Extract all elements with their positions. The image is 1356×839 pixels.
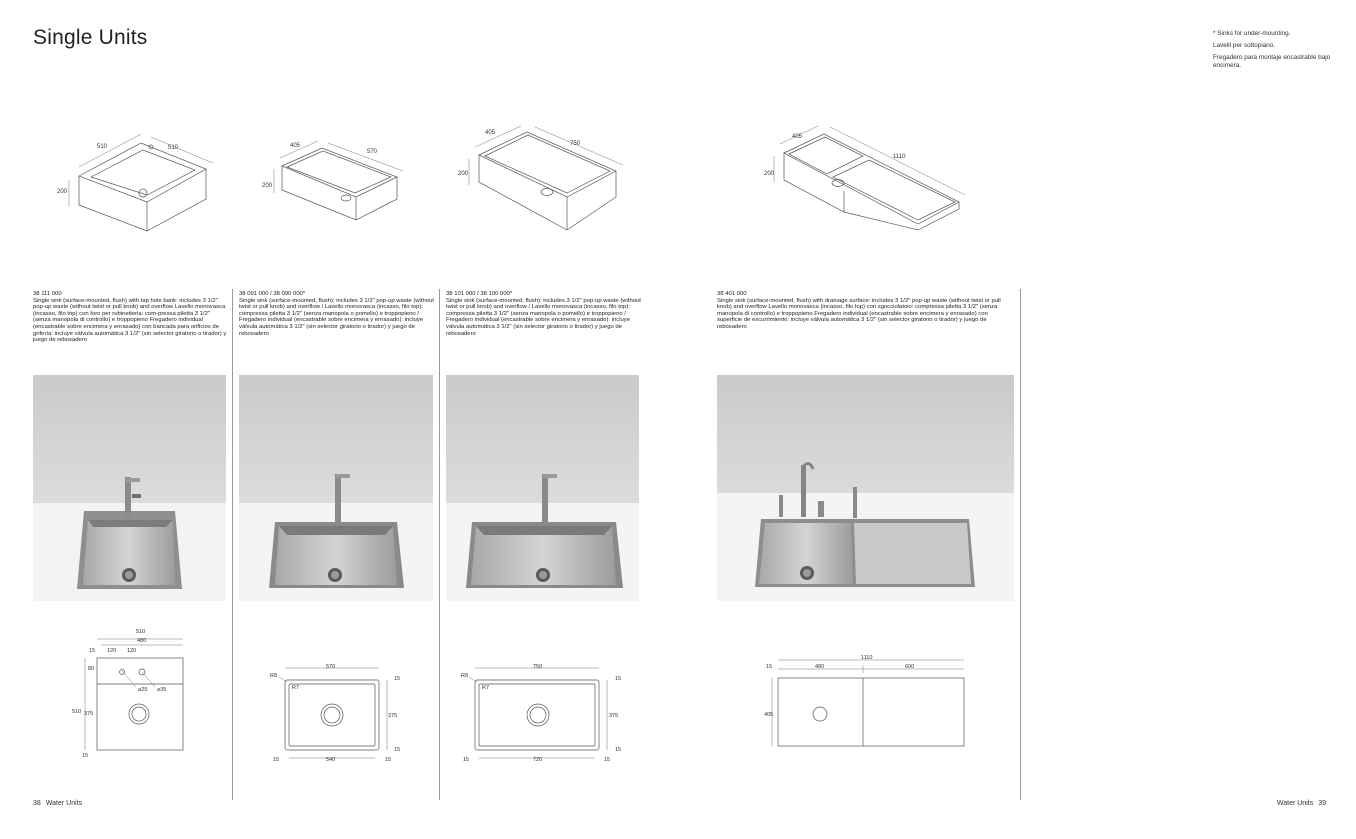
iso-drawing-38401000 xyxy=(760,120,975,235)
iso-dim-height: 200 xyxy=(458,171,469,177)
page-number: 38 xyxy=(33,800,41,807)
plan-drawing-38401000 xyxy=(762,650,972,755)
plan-dim-hole-offset-1: 120 xyxy=(107,648,117,654)
iso-dim-height: 200 xyxy=(764,171,775,177)
under-mount-note xyxy=(1213,30,1341,74)
plan-dim-height: 375 xyxy=(609,713,619,719)
section-name: Water Units xyxy=(45,800,83,807)
product-code: 38 111 000 xyxy=(33,291,62,297)
plan-dim-top-border: 15 xyxy=(615,676,622,682)
plan-dim-bottom-border: 15 xyxy=(394,747,401,753)
product-description-38401000 xyxy=(717,291,1007,331)
plan-dim-side-left: 15 xyxy=(273,757,280,763)
section-name: Water Units xyxy=(1276,800,1314,807)
product-description-38101000 xyxy=(446,291,642,337)
note-line-it: Lavelli per sottopiano. xyxy=(1213,42,1276,50)
product-photo-38401000 xyxy=(717,375,1014,601)
iso-dim-depth: 405 xyxy=(485,130,496,136)
plan-dim-side: 15 xyxy=(766,664,773,670)
product-text: Single sink (surface-mounted, flush) with tap hole bank: includes 3 1/2" pop-up waste (without twist or pull knob) and overflow Lavello monovasca (incasso, filo top) con foro per rubinetteria: com-pressa piletta 3 1/2" (senza manopola di controllo) e troppopieno Fregadero individual (encastrable sobre encimera y enrasado) con bancada para orificios de grifería: incluye válvula automática 3 1/2" (sin selector giratorio o tirador) y juego de rebosadero xyxy=(33,297,227,344)
iso-drawing-38091000 xyxy=(260,135,420,235)
plan-dim-basin: 480 xyxy=(815,664,825,670)
plan-dim-hole-offset-2: 120 xyxy=(127,648,137,654)
product-text: Single sink (surface-mounted, flush) with drainage surface: includes 3 1/2" pop-up waste (without twist or pull knob) and overflow Lavello monovasca (incasso, filo top) con sgocciolatoio: compressa piletta 3 1/2" (senza manopola di controllo) e troppopieno Fregadero individual (encastrable sobre encimera y enrasado) con superficie de escurrimiento: incluye válvula automática 3 1/2" (sin selector giratorio o tirador) y juego de rebosadero xyxy=(717,297,1001,330)
iso-dim-depth: 510 xyxy=(97,144,108,150)
plan-dim-inner-width: 540 xyxy=(326,757,336,763)
column-divider xyxy=(232,289,233,800)
plan-dim-outer-width: 570 xyxy=(326,664,336,670)
product-photo-38111000 xyxy=(33,375,226,601)
folio-right xyxy=(1277,800,1326,807)
plan-dim-inner-width: 720 xyxy=(533,757,543,763)
note-line-es: Fregadero para montaje encastrable bajo encimera. xyxy=(1213,54,1331,69)
plan-dim-side-right: 15 xyxy=(385,757,392,763)
column-divider xyxy=(439,289,440,800)
iso-dim-height: 200 xyxy=(57,189,68,195)
plan-dim-top-height: 80 xyxy=(88,666,95,672)
product-code: 38 101 000 / 38 100 000* xyxy=(446,291,513,297)
plan-dim-inner-radius: R7 xyxy=(482,685,490,691)
plan-dim-inner-width: 480 xyxy=(137,638,147,644)
plan-drawing-38091000 xyxy=(265,660,415,770)
iso-dim-width: 1110 xyxy=(893,154,906,160)
iso-dim-height: 200 xyxy=(262,183,273,189)
iso-dim-depth: 405 xyxy=(290,143,301,149)
plan-dim-height: 375 xyxy=(388,713,398,719)
product-photo-38101000 xyxy=(446,375,639,601)
plan-dim-inner-radius: R7 xyxy=(292,685,300,691)
plan-dim-top-border: 15 xyxy=(394,676,401,682)
product-code: 38 401 000 xyxy=(717,291,747,297)
product-text: Single sink (surface-mounted, flush): includes 3 1/2" pop-up waste (without twist or pull knob) and overflow / Lavello monovasca (incasso, filo top): compressa piletta 3 1/2" (senza manopola o pomello) e troppopieno / Fregadero individual (encastrable sobre encimera y enrasado): incluye válvula automática 3 1/2" (sin selector giratorio o tirador) y juego de rebosadero xyxy=(239,297,434,337)
plan-dim-outer-width: 1110 xyxy=(861,655,873,661)
plan-dim-outer-radius: R8 xyxy=(270,673,278,679)
iso-dim-width: 570 xyxy=(367,149,378,155)
plan-dim-drainboard: 600 xyxy=(905,664,915,670)
plan-dim-outer-height: 510 xyxy=(72,709,82,715)
iso-dim-width: 750 xyxy=(570,141,581,147)
plan-dim-side: 15 xyxy=(89,648,96,654)
iso-drawing-38111000 xyxy=(55,125,225,240)
plan-dim-hole-2: ⌀35 xyxy=(157,687,167,693)
folio-left xyxy=(33,800,87,807)
product-code: 38 091 000 / 38 090 000* xyxy=(239,291,306,297)
column-divider xyxy=(1020,289,1021,800)
plan-dim-bottom-border: 15 xyxy=(615,747,622,753)
plan-dim-side-right: 15 xyxy=(604,757,611,763)
page-number: 39 xyxy=(1318,800,1326,807)
iso-dim-width: 510 xyxy=(168,145,179,151)
plan-dim-mid-height: 375 xyxy=(84,711,94,717)
note-line-en: * Sinks for under-mounting. xyxy=(1213,30,1291,37)
product-photo-38091000 xyxy=(239,375,433,601)
product-description-38091000 xyxy=(239,291,435,337)
plan-dim-depth: 405 xyxy=(764,712,774,718)
iso-dim-depth: 405 xyxy=(792,134,803,140)
plan-dim-outer-width: 750 xyxy=(533,664,543,670)
plan-drawing-38101000 xyxy=(457,660,632,770)
plan-dim-bottom: 15 xyxy=(82,753,89,759)
product-text: Single sink (surface-mounted, flush): includes 3 1/2" pop-up waste (without twist or pull knob) and overflow / Lavello monovasca (incasso, filo top): compressa piletta 3 1/2" (senza manopola o pomello) e troppopieno / Fregadero individual (encastrable sobre encimera y enrasado): incluye válvula automática 3 1/2" (sin selector giratorio o tirador) y juego de rebosadero xyxy=(446,297,641,337)
plan-dim-outer-width: 510 xyxy=(136,629,146,635)
product-description-38111000 xyxy=(33,291,228,344)
plan-drawing-38111000 xyxy=(70,625,195,790)
page-title: Single Units xyxy=(33,26,148,49)
plan-dim-outer-radius: R8 xyxy=(461,673,469,679)
plan-dim-hole-1: ⌀25 xyxy=(138,687,148,693)
plan-dim-side-left: 15 xyxy=(463,757,470,763)
iso-drawing-38101000 xyxy=(455,125,630,235)
